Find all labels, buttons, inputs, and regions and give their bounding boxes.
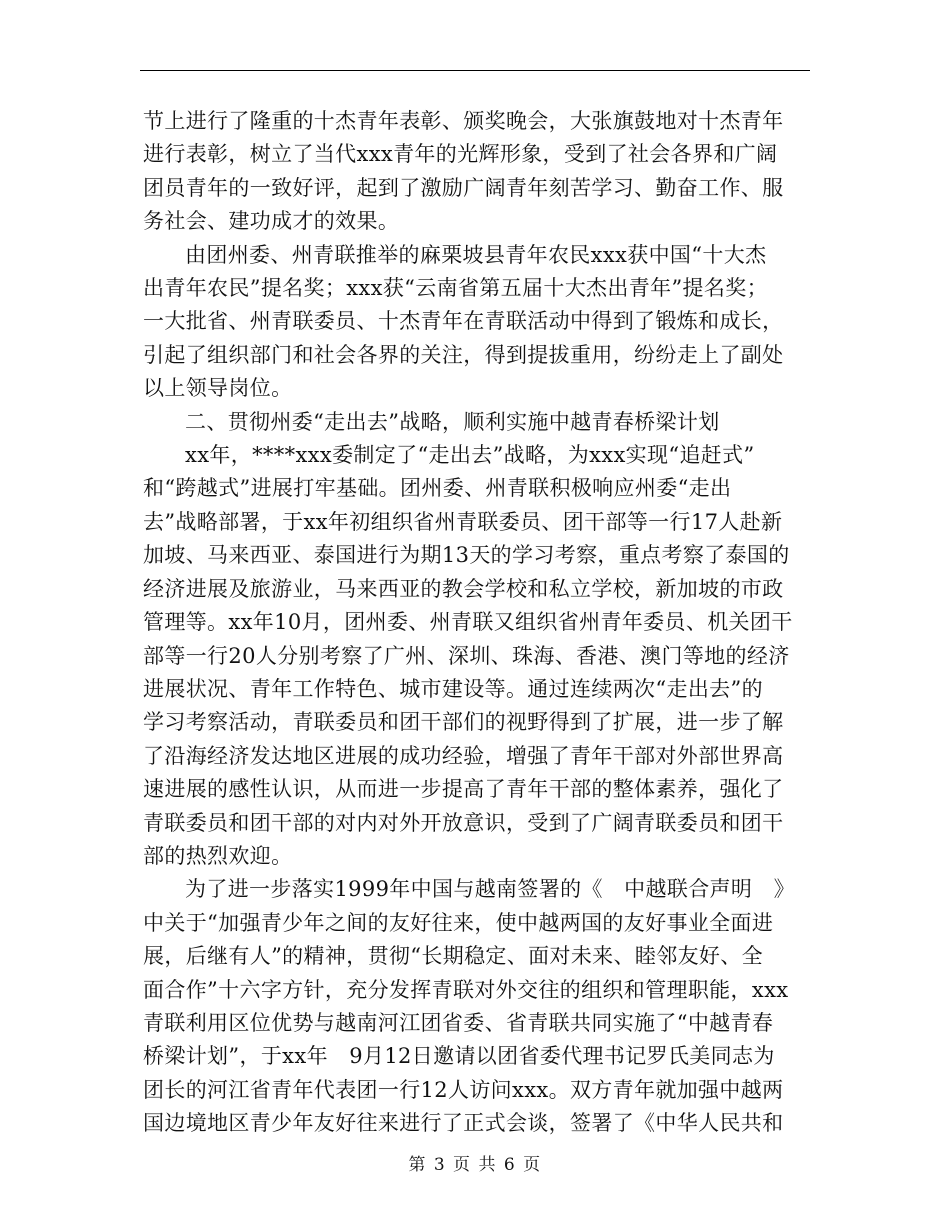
text-line: 进展状况、青年工作特色、城市建设等。通过连续两次“走出去”的 bbox=[143, 676, 763, 701]
text-line: 桥梁计划”，于xx年 9月12日邀请以团省委代理书记罗氏美同志为 bbox=[143, 1044, 775, 1069]
text-line: 团长的河江省青年代表团一行12人访问xxx。双方青年就加强中越两 bbox=[143, 1077, 784, 1102]
text-line: xx年，****xxx委制定了“走出去”战略，为xxx实现“追赶式” bbox=[185, 443, 755, 468]
text-line: 学习考察活动，青联委员和团干部们的视野得到了扩展，进一步了解 bbox=[143, 710, 784, 735]
text-line: 一大批省、州青联委员、十杰青年在青联活动中得到了锻炼和成长， bbox=[143, 309, 784, 334]
text-line: 青联委员和团干部的对内对外开放意识，受到了广阔青联委员和团干 bbox=[143, 810, 784, 835]
text-line: 中关于“加强青少年之间的友好往来，使中越两国的友好事业全面进 bbox=[143, 910, 774, 935]
text-line: 出青年农民”提名奖；xxx获“云南省第五届十大杰出青年”提名奖； bbox=[143, 276, 768, 301]
text-line: 和“跨越式”进展打牢基础。团州委、州青联积极响应州委“走出 bbox=[143, 476, 732, 501]
text-line: 由团州委、州青联推举的麻栗坡县青年农民xxx获中国“十大杰 bbox=[185, 242, 767, 267]
paragraph-go-out-strategy bbox=[143, 439, 810, 873]
paragraph-awards-evening bbox=[143, 105, 810, 239]
text-line: 加坡、马来西亚、泰国进行为期13天的学习考察，重点考察了泰国的 bbox=[143, 543, 790, 568]
paragraph-nominations bbox=[143, 239, 810, 406]
text-line: 进行表彰，树立了当代xxx青年的光辉形象，受到了社会各界和广阔 bbox=[143, 142, 778, 167]
paragraph-bridge-plan bbox=[143, 873, 810, 1140]
section-heading bbox=[143, 406, 810, 439]
text-line: 为了进一步落实1999年中国与越南签署的《 中越联合声明 》 bbox=[185, 877, 795, 902]
text-line: 以上领导岗位。 bbox=[143, 376, 293, 401]
text-line: 展，后继有人”的精神，贯彻“长期稳定、面对未来、睦邻友好、全 bbox=[143, 944, 763, 969]
text-line: 部等一行20人分别考察了广州、深圳、珠海、香港、澳门等地的经济 bbox=[143, 643, 790, 668]
text-line: 面合作”十六字方针，充分发挥青联对外交往的组织和管理职能，xxx bbox=[143, 977, 789, 1002]
header-rule bbox=[140, 70, 810, 71]
text-line: 去”战略部署，于xx年初组织省州青联委员、团干部等一行17人赴新 bbox=[143, 509, 783, 534]
text-line: 了沿海经济发达地区进展的成功经验，增强了青年干部对外部世界高 bbox=[143, 743, 784, 768]
text-line: 管理等。xx年10月，团州委、州青联又组织省州青年委员、机关团干 bbox=[143, 610, 793, 635]
text-line: 速进展的感性认识，从而进一步提高了青年干部的整体素养，强化了 bbox=[143, 777, 784, 802]
page-number-footer: 第 3 页 共 6 页 bbox=[408, 1155, 542, 1175]
section-heading-text: 二、贯彻州委“走出去”战略，顺利实施中越青春桥梁计划 bbox=[185, 409, 720, 434]
text-line: 部的热烈欢迎。 bbox=[143, 843, 293, 868]
text-line: 节上进行了隆重的十杰青年表彰、颁奖晚会，大张旗鼓地对十杰青年 bbox=[143, 109, 784, 133]
text-line: 引起了组织部门和社会各界的关注，得到提拔重用，纷纷走上了副处 bbox=[143, 342, 784, 367]
text-line: 务社会、建功成才的效果。 bbox=[143, 209, 400, 234]
text-line: 青联利用区位优势与越南河江团省委、省青联共同实施了“中越青春 bbox=[143, 1010, 774, 1035]
text-line: 团员青年的一致好评，起到了激励广阔青年刻苦学习、勤奋工作、服 bbox=[143, 175, 784, 200]
text-line: 经济进展及旅游业，马来西亚的教会学校和私立学校，新加坡的市政 bbox=[143, 576, 784, 601]
text-line: 国边境地区青少年友好往来进行了正式会谈，签署了《中华人民共和 bbox=[143, 1111, 784, 1136]
document-body bbox=[143, 105, 810, 1141]
